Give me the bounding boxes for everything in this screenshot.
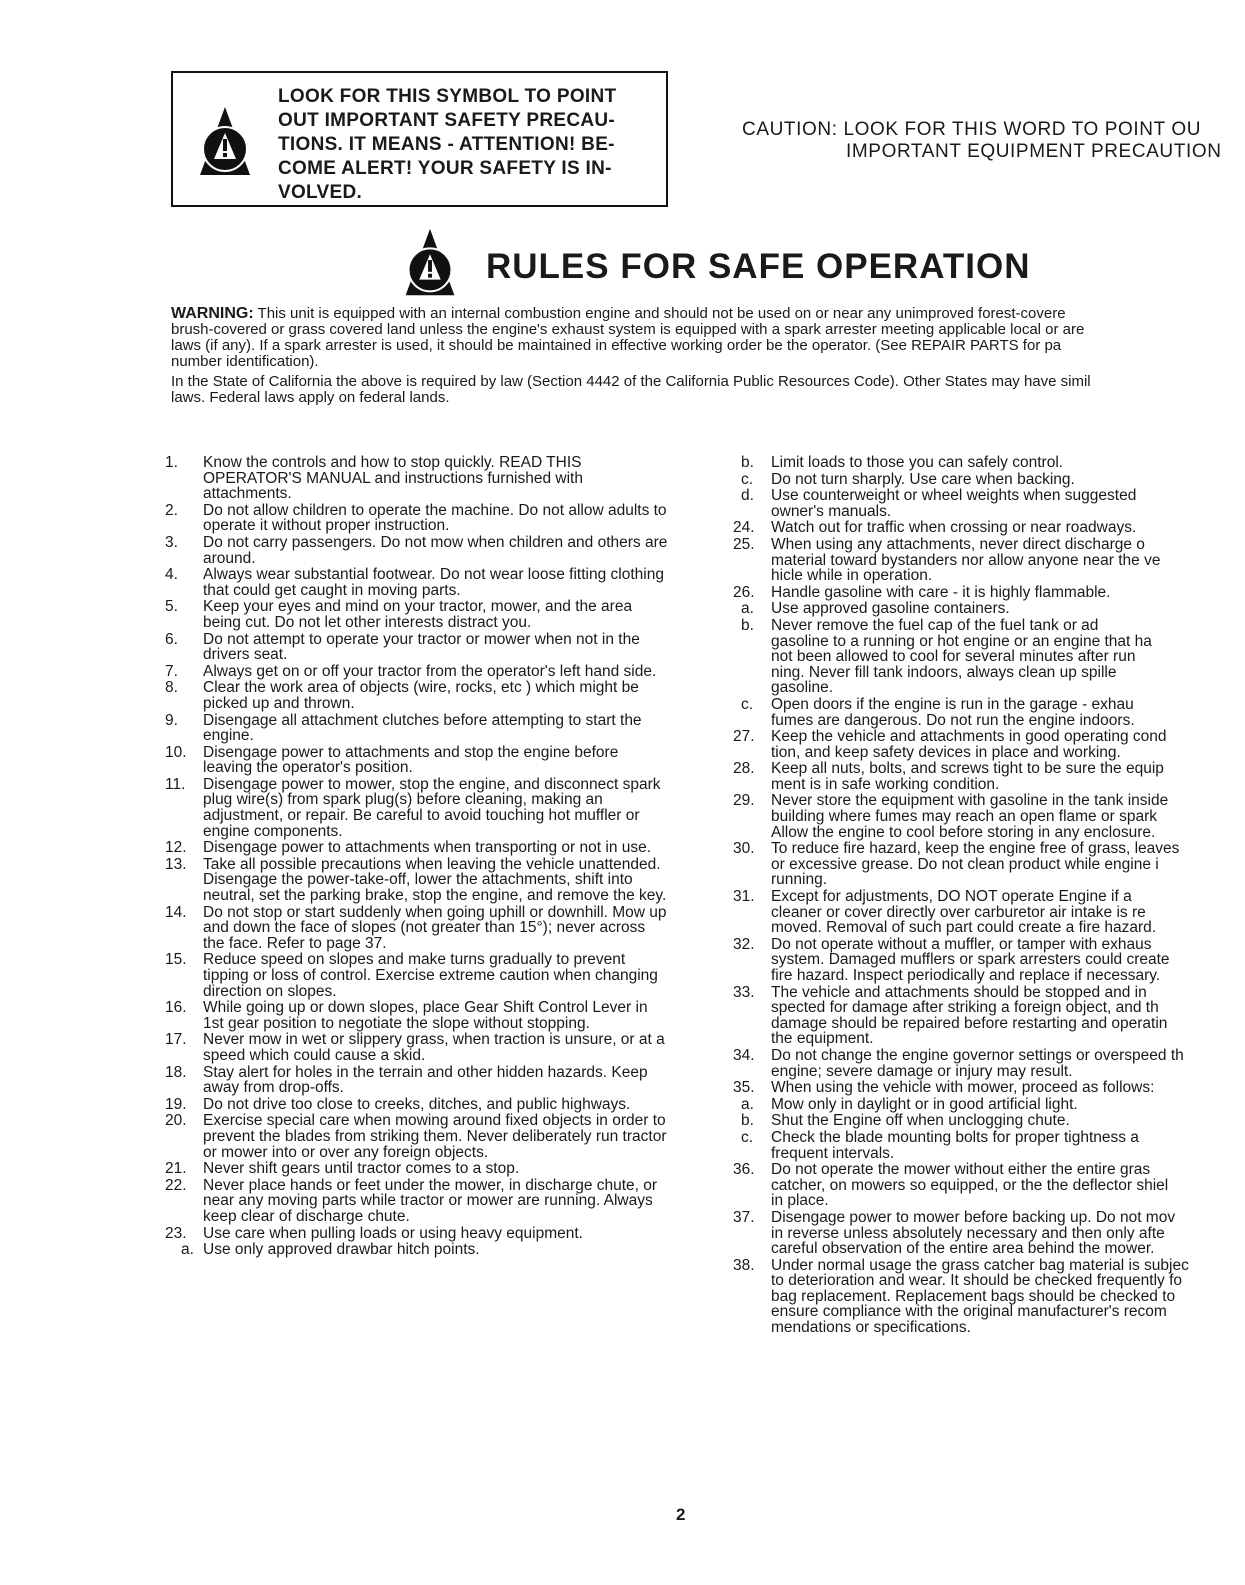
- rule-number: 32.: [733, 935, 755, 953]
- rule-number: 37.: [733, 1208, 755, 1226]
- rule-item: [733, 729, 1245, 760]
- rule-text-line: mendations or specifications.: [771, 1319, 971, 1337]
- rule-number: 17.: [165, 1031, 187, 1049]
- rule-number: 12.: [165, 839, 187, 857]
- rule-number: 13.: [165, 855, 187, 873]
- rule-sub-letter: a.: [741, 1095, 754, 1113]
- rule-subitem: [733, 472, 1245, 488]
- rule-number: 28.: [733, 760, 755, 778]
- rule-text-line: The vehicle and attachments should be stopped and in: [771, 983, 1147, 1001]
- rule-item: [733, 761, 1245, 792]
- rule-sub-letter: a.: [741, 600, 754, 618]
- rule-text-line: gasoline.: [771, 679, 834, 697]
- rule-number: 8.: [165, 679, 178, 697]
- rule-text: Disengage power to mower, stop the engine, and disconnect spark plug wire(s) from spark plug(s) before cleaning, making an adjustment, or repair. Be careful to avoid touching hot muffler or engine components.: [203, 775, 661, 840]
- rule-text-line: Under normal usage the grass catcher bag material is subjec: [771, 1256, 1189, 1274]
- rule-number: 15.: [165, 951, 187, 969]
- rule-text-line: ment is in safe working condition.: [771, 775, 1000, 793]
- rule-text-line: damage should be repaired before restarting and operatin: [771, 1014, 1168, 1032]
- rule-text-line: Disengage power to mower before backing up. Do not mov: [771, 1208, 1176, 1226]
- rule-text: Disengage power to attachments and stop the engine before leaving the operator's position.: [203, 743, 619, 777]
- california-line: laws. Federal laws apply on federal lands.: [171, 389, 450, 406]
- rule-text-line: Do not turn sharply. Use care when backing.: [771, 470, 1075, 488]
- rule-item: [165, 840, 670, 856]
- rule-text-line: Do not operate without a muffler, or tamper with exhaus: [771, 935, 1152, 953]
- rule-item: [165, 535, 670, 566]
- rule-number: 10.: [165, 743, 187, 761]
- symbol-line: COME ALERT! YOUR SAFETY IS IN-: [278, 158, 612, 179]
- rule-number: 18.: [165, 1063, 187, 1081]
- rule-item: [165, 503, 670, 534]
- symbol-line: LOOK FOR THIS SYMBOL TO POINT: [278, 86, 617, 107]
- rule-number: 21.: [165, 1160, 187, 1178]
- rule-text: Disengage all attachment clutches before attempting to start the engine.: [203, 711, 642, 745]
- rule-number: 35.: [733, 1079, 755, 1097]
- rule-item: [165, 745, 670, 776]
- rule-subitem: [733, 697, 1245, 728]
- rule-sub-letter: c.: [741, 1128, 754, 1146]
- rule-item: [733, 889, 1245, 936]
- california-paragraph: [171, 374, 1245, 406]
- rule-item: [165, 777, 670, 839]
- rule-number: 7.: [165, 662, 178, 680]
- rule-number: 31.: [733, 888, 755, 906]
- rule-item: [165, 1113, 670, 1160]
- rule-item: [733, 793, 1245, 840]
- rule-text-line: Do not operate the mower without either the entire gras: [771, 1161, 1151, 1179]
- rule-text: Keep your eyes and mind on your tractor, mower, and the area being cut. Do not let other interests distract you.: [203, 598, 633, 631]
- warning-line: number identification).: [171, 353, 319, 370]
- rule-text-line: To reduce fire hazard, keep the engine free of grass, leaves: [771, 840, 1180, 858]
- rule-number: 33.: [733, 983, 755, 1001]
- rule-text-line: fumes are dangerous. Do not run the engine indoors.: [771, 711, 1135, 729]
- rule-number: 2.: [165, 501, 178, 519]
- rule-text: Do not attempt to operate your tractor or mower when not in the drivers seat.: [203, 630, 640, 664]
- rule-text-line: or excessive grease. Do not clean product while engine i: [771, 855, 1159, 873]
- rule-text: Never mow in wet or slippery grass, when traction is unsure, or at a speed which could cause a skid.: [203, 1031, 665, 1064]
- rule-text-line: catcher, on mowers so equipped, or the the deflector shiel: [771, 1176, 1169, 1194]
- rule-text-line: ning. Never fill tank indoors, always clean up spille: [771, 663, 1117, 681]
- rule-sub-letter: b.: [741, 1112, 754, 1130]
- symbol-line: OUT IMPORTANT SAFETY PRECAU-: [278, 110, 616, 131]
- rule-text-line: ensure compliance with the original manufacturer's recom: [771, 1303, 1167, 1321]
- rule-text: Disengage power to attachments when transporting or not in use.: [203, 839, 652, 857]
- rule-number: 24.: [733, 519, 755, 537]
- rule-number: 26.: [733, 583, 755, 601]
- rule-text-line: running.: [771, 871, 828, 889]
- rule-item: [733, 520, 1245, 536]
- page-number: 2: [676, 1505, 686, 1524]
- rules-right-column: [733, 455, 1245, 1337]
- rule-subitem: [733, 601, 1245, 617]
- symbol-line: VOLVED.: [278, 182, 363, 203]
- symbol-explanation: [278, 85, 658, 205]
- rule-number: 4.: [165, 566, 178, 584]
- rule-text-line: building where fumes may reach an open flame or spark: [771, 808, 1157, 826]
- rule-number: 25.: [733, 535, 755, 553]
- rule-subitem: [733, 488, 1245, 519]
- rule-number: 38.: [733, 1256, 755, 1274]
- rule-text: Do not drive too close to creeks, ditches, and public highways.: [203, 1095, 631, 1113]
- rule-number: 16.: [165, 999, 187, 1017]
- rule-item: [165, 952, 670, 999]
- rule-number: 11.: [165, 775, 186, 793]
- rule-text-line: Handle gasoline with care - it is highly flammable.: [771, 583, 1111, 601]
- rule-item: [733, 1258, 1245, 1336]
- rule-subitem: [733, 455, 1245, 471]
- rule-sub-letter: b.: [741, 616, 754, 634]
- rule-text: Know the controls and how to stop quickly. READ THIS OPERATOR'S MANUAL and instructions furnished with attachments.: [203, 454, 583, 503]
- caution-explanation: [742, 119, 1242, 163]
- rule-text-line: bag replacement. Replacement bags should be checked to: [771, 1287, 1176, 1305]
- rule-text: Use care when pulling loads or using heavy equipment.: [203, 1224, 583, 1242]
- rule-item: [733, 537, 1245, 584]
- rule-item: [165, 905, 670, 952]
- rule-text-line: Check the blade mounting bolts for proper tightness a: [771, 1128, 1139, 1146]
- rule-item: [165, 1161, 670, 1177]
- rule-text-line: engine; severe damage or injury may result.: [771, 1062, 1073, 1080]
- rule-text-line: Mow only in daylight or in good artificial light.: [771, 1095, 1078, 1113]
- rule-text-line: Do not change the engine governor settings or overspeed th: [771, 1046, 1184, 1064]
- rule-item: [165, 632, 670, 663]
- rule-text: While going up or down slopes, place Gear Shift Control Lever in 1st gear position to negotiate the slope without stopping.: [203, 999, 648, 1032]
- rule-item: [165, 1097, 670, 1113]
- rule-item: [165, 1226, 670, 1242]
- rule-number: 19.: [165, 1095, 187, 1113]
- rule-text: Always wear substantial footwear. Do not wear loose fitting clothing that could get caught in moving parts.: [203, 566, 664, 599]
- rule-number: 20.: [165, 1112, 187, 1130]
- rule-text: Reduce speed on slopes and make turns gradually to prevent tipping or loss of control. Exercise extreme caution when changing direction on slopes.: [203, 951, 658, 1000]
- rule-number: 22.: [165, 1176, 187, 1194]
- rule-number: 14.: [165, 903, 187, 921]
- rule-item: [165, 1065, 670, 1096]
- rule-text: Always get on or off your tractor from the operator's left hand side.: [203, 662, 657, 680]
- rule-text-line: Except for adjustments, DO NOT operate Engine if a: [771, 888, 1132, 906]
- rule-number: 30.: [733, 840, 755, 858]
- rule-text-line: Use approved gasoline containers.: [771, 600, 1010, 618]
- rule-text-line: Never remove the fuel cap of the fuel tank or ad: [771, 616, 1099, 634]
- rule-text-line: gasoline to a running or hot engine or an engine that ha: [771, 632, 1152, 650]
- rule-text-line: Allow the engine to cool before storing in any enclosure.: [771, 823, 1156, 841]
- rule-text: Never shift gears until tractor comes to a stop.: [203, 1160, 520, 1178]
- rule-sub-letter: c.: [741, 470, 754, 488]
- rule-item: [165, 664, 670, 680]
- rule-text-line: Never store the equipment with gasoline in the tank inside: [771, 792, 1169, 810]
- rule-text-line: Watch out for traffic when crossing or near roadways.: [771, 519, 1137, 537]
- warning-line: laws (if any). If a spark arrester is used, it should be maintained in effective working order be the operator. (See REPAIR PARTS for pa: [171, 337, 1062, 354]
- rules-left-column: [165, 455, 670, 1259]
- rule-text-line: Shut the Engine off when unclogging chute.: [771, 1112, 1070, 1130]
- rule-text-line: in reverse unless absolutely necessary and then only afte: [771, 1224, 1165, 1242]
- rule-text-line: fire hazard. Inspect periodically and replace if necessary.: [771, 967, 1161, 984]
- caution-line: CAUTION: LOOK FOR THIS WORD TO POINT OU: [742, 119, 1202, 140]
- rule-item: [165, 599, 670, 630]
- rule-text-line: the equipment.: [771, 1030, 874, 1048]
- rule-item: [733, 937, 1245, 984]
- rule-text-line: in place.: [771, 1192, 829, 1210]
- rule-sub-letter: a.: [181, 1241, 194, 1259]
- rule-text-line: moved. Removal of such part could create a fire hazard.: [771, 919, 1157, 937]
- rule-item: [733, 1210, 1245, 1257]
- rule-subitem: [733, 1097, 1245, 1113]
- rule-text-line: to deterioration and wear. It should be checked frequently fo: [771, 1272, 1183, 1290]
- rule-text-line: Limit loads to those you can safely control.: [771, 455, 1064, 471]
- rule-text-line: not been allowed to cool for several minutes after run: [771, 648, 1136, 666]
- rule-text: Never place hands or feet under the mower, in discharge chute, or near any moving parts while tractor or mower are running. Always keep clear of discharge chute.: [203, 1176, 658, 1225]
- warning-label: WARNING:: [171, 306, 254, 322]
- rule-text: Take all possible precautions when leaving the vehicle unattended. Disengage the power-take-off, lower the attachments, shift into neutral, set the parking brake, stop the engine, and remove the key.: [203, 855, 667, 905]
- rule-number: 34.: [733, 1046, 755, 1064]
- rule-text-line: hicle while in operation.: [771, 567, 933, 585]
- rule-text-line: owner's manuals.: [771, 502, 892, 520]
- rule-text-line: Keep all nuts, bolts, and screws tight to be sure the equip: [771, 760, 1164, 778]
- rule-item: [733, 1048, 1245, 1079]
- rule-subitem: [733, 618, 1245, 696]
- rule-subitem: [165, 1242, 670, 1258]
- rule-number: 36.: [733, 1161, 755, 1179]
- rule-sub-letter: b.: [741, 455, 754, 471]
- rule-sub-letter: d.: [741, 487, 754, 505]
- rule-item: [733, 1080, 1245, 1096]
- rule-text: Stay alert for holes in the terrain and other hidden hazards. Keep away from drop-offs.: [203, 1063, 648, 1097]
- safety-alert-icon: [196, 103, 254, 183]
- rule-number: 27.: [733, 728, 755, 746]
- rule-subitem: [733, 1130, 1245, 1161]
- rule-number: 1.: [165, 454, 178, 471]
- rule-item: [165, 680, 670, 711]
- rule-item: [733, 841, 1245, 888]
- safety-alert-icon: [399, 225, 461, 303]
- rule-text-line: When using the vehicle with mower, proceed as follows:: [771, 1079, 1155, 1097]
- rule-text-line: Keep the vehicle and attachments in good operating cond: [771, 728, 1167, 746]
- rule-text-line: frequent intervals.: [771, 1144, 895, 1162]
- rule-number: 3.: [165, 533, 178, 551]
- california-line: In the State of California the above is required by law (Section 4442 of the California Public Resources Code). Other States may have simil: [171, 374, 1091, 390]
- rule-item: [165, 567, 670, 598]
- rule-item: [733, 1162, 1245, 1209]
- rule-item: [165, 857, 670, 904]
- warning-line: This unit is equipped with an internal combustion engine and should not be used on or near any unimproved forest-covere: [253, 306, 1066, 322]
- rule-item: [733, 585, 1245, 601]
- rule-subitem: [733, 1113, 1245, 1129]
- rule-item: [165, 1032, 670, 1063]
- rule-text-line: spected for damage after striking a foreign object, and th: [771, 999, 1159, 1017]
- page-title: RULES FOR SAFE OPERATION: [486, 247, 1031, 286]
- rule-text-line: Open doors if the engine is run in the garage - exhau: [771, 695, 1134, 713]
- rule-sub-letter: c.: [741, 695, 754, 713]
- rule-text: Clear the work area of objects (wire, rocks, etc ) which might be picked up and thrown.: [203, 679, 639, 712]
- rule-text-line: tion, and keep safety devices in place and working.: [771, 743, 1121, 761]
- rule-text-line: system. Damaged mufflers or spark arresters could create: [771, 951, 1170, 969]
- rule-text-line: careful observation of the entire area behind the mower.: [771, 1240, 1155, 1258]
- rule-number: 6.: [165, 630, 178, 648]
- rule-number: 29.: [733, 792, 755, 810]
- rule-text: Do not allow children to operate the machine. Do not allow adults to operate it without proper instruction.: [203, 501, 667, 535]
- rule-item: [165, 713, 670, 744]
- rule-text-line: material toward bystanders nor allow anyone near the ve: [771, 551, 1161, 569]
- rule-item: [165, 455, 670, 502]
- rule-text-line: When using any attachments, never direct discharge o: [771, 535, 1145, 553]
- rule-text: Use only approved drawbar hitch points.: [203, 1241, 480, 1259]
- rule-item: [165, 1178, 670, 1225]
- warning-paragraph: [171, 306, 1245, 370]
- warning-line: brush-covered or grass covered land unless the engine's exhaust system is equipped with a spark arrester meeting applicable local or are: [171, 321, 1085, 338]
- caution-line: IMPORTANT EQUIPMENT PRECAUTION: [846, 141, 1222, 162]
- symbol-line: TIONS. IT MEANS - ATTENTION! BE-: [278, 134, 615, 155]
- rule-text-line: cleaner or cover directly over carburetor air intake is re: [771, 903, 1146, 921]
- rule-number: 9.: [165, 711, 178, 729]
- rule-text: Do not carry passengers. Do not mow when children and others are around.: [203, 533, 668, 567]
- rule-number: 5.: [165, 598, 178, 616]
- rule-text: Do not stop or start suddenly when going uphill or downhill. Mow up and down the face of slopes (not greater than 15°); never across the face. Refer to page 37.: [203, 903, 667, 952]
- rule-item: [733, 985, 1245, 1047]
- rule-number: 23.: [165, 1224, 187, 1242]
- rule-text-line: Use counterweight or wheel weights when suggested: [771, 487, 1137, 505]
- rule-item: [165, 1000, 670, 1031]
- rule-text: Exercise special care when mowing around fixed objects in order to prevent the blades from striking them. Never deliberately run tractor or mower into or over any foreign objects.: [203, 1112, 667, 1161]
